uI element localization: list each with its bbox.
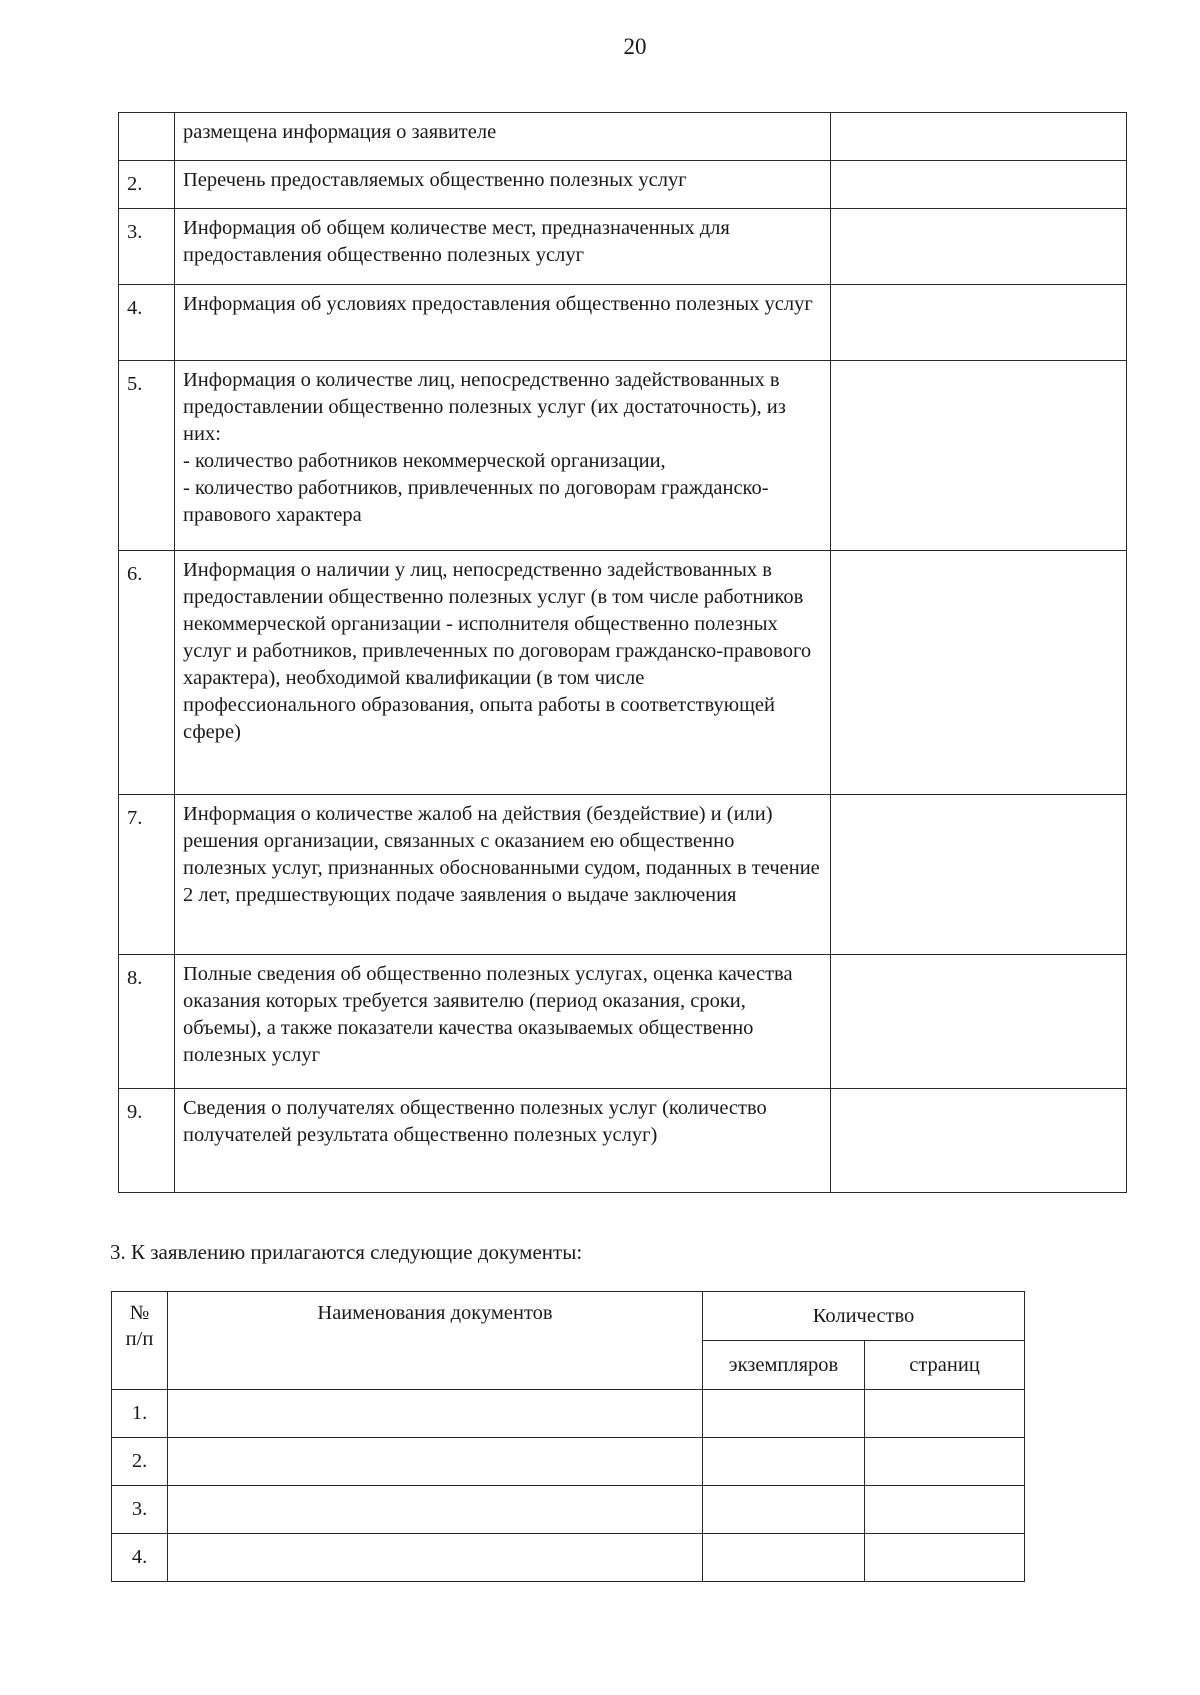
pages-cell[interactable] (865, 1390, 1025, 1438)
row-value-cell[interactable] (831, 795, 1127, 955)
col-copies-header: экземпляров (703, 1341, 865, 1390)
row-number: 4. (119, 285, 175, 361)
document-name-cell[interactable] (168, 1438, 703, 1486)
row-value-cell[interactable] (831, 551, 1127, 795)
row-value-cell[interactable] (831, 955, 1127, 1089)
table-row (112, 1438, 1025, 1486)
row-description: Информация о количестве лиц, непосредственно задействованных в предоставлении общественно полезных услуг (их достаточность), из них: - количество работников некоммерческой организации, - количество работников, привлеченных по договорам гражданско-правового характера (175, 361, 831, 551)
attachments-table (111, 1291, 1025, 1582)
row-number: 5. (119, 361, 175, 551)
row-description: Информация о количестве жалоб на действия (бездействие) и (или) решения организации, связанных с оказанием ею общественно полезных услуг, признанных обоснованными судом, поданных в течение 2 лет, предшествующих подаче заявления о выдаче заключения (175, 795, 831, 955)
row-value-cell[interactable] (831, 361, 1127, 551)
document-name-cell[interactable] (168, 1486, 703, 1534)
copies-cell[interactable] (703, 1486, 865, 1534)
pages-cell[interactable] (865, 1438, 1025, 1486)
row-number: 6. (119, 551, 175, 795)
row-number: 3. (119, 209, 175, 285)
table-row (119, 795, 1127, 955)
row-value-cell[interactable] (831, 1089, 1127, 1193)
table-row (112, 1534, 1025, 1582)
row-number: 4. (112, 1534, 168, 1582)
table-row (119, 209, 1127, 285)
row-value-cell[interactable] (831, 209, 1127, 285)
table-row (112, 1486, 1025, 1534)
row-description: Информация об общем количестве мест, предназначенных для предоставления общественно полезных услуг (175, 209, 831, 285)
col-number-header: № п/п (112, 1292, 168, 1390)
row-number: 7. (119, 795, 175, 955)
row-description: Полные сведения об общественно полезных услугах, оценка качества оказания которых требуется заявителю (период оказания, сроки, объемы), а также показатели качества оказываемых общественно полезных услуг (175, 955, 831, 1089)
col-pages-header: страниц (865, 1341, 1025, 1390)
row-description: Перечень предоставляемых общественно полезных услуг (175, 161, 831, 209)
row-value-cell[interactable] (831, 285, 1127, 361)
pages-cell[interactable] (865, 1486, 1025, 1534)
table-row (119, 113, 1127, 161)
table-row (119, 551, 1127, 795)
row-number: 8. (119, 955, 175, 1089)
table-row (119, 161, 1127, 209)
copies-cell[interactable] (703, 1438, 865, 1486)
row-value-cell[interactable] (831, 113, 1127, 161)
attachments-heading: 3. К заявлению прилагаются следующие документы: (110, 1240, 583, 1264)
copies-cell[interactable] (703, 1534, 865, 1582)
table-row (119, 955, 1127, 1089)
criteria-table (118, 112, 1127, 1193)
row-description: размещена информация о заявителе (175, 113, 831, 161)
row-description: Информация об условиях предоставления общественно полезных услуг (175, 285, 831, 361)
copies-cell[interactable] (703, 1390, 865, 1438)
header-row (112, 1292, 1025, 1341)
row-number: 3. (112, 1486, 168, 1534)
row-number (119, 113, 175, 161)
table-row (119, 361, 1127, 551)
row-number: 2. (119, 161, 175, 209)
col-quantity-header: Количество (703, 1292, 1025, 1341)
table-row (119, 1089, 1127, 1193)
row-description: Информация о наличии у лиц, непосредственно задействованных в предоставлении общественно полезных услуг (в том числе работников некоммерческой организации - исполнителя общественно полезных услуг и работников, привлеченных по договорам гражданско-правового характера), необходимой квалификации (в том числе профессионального образования, опыта работы в соответствующей сфере) (175, 551, 831, 795)
row-number: 2. (112, 1438, 168, 1486)
table-row (119, 285, 1127, 361)
pages-cell[interactable] (865, 1534, 1025, 1582)
page-number: 20 (623, 34, 647, 59)
document-name-cell[interactable] (168, 1534, 703, 1582)
document-name-cell[interactable] (168, 1390, 703, 1438)
row-value-cell[interactable] (831, 161, 1127, 209)
col-name-header: Наименования документов (168, 1292, 703, 1390)
row-number: 9. (119, 1089, 175, 1193)
row-description: Сведения о получателях общественно полезных услуг (количество получателей результата общественно полезных услуг) (175, 1089, 831, 1193)
table-row (112, 1390, 1025, 1438)
row-number: 1. (112, 1390, 168, 1438)
